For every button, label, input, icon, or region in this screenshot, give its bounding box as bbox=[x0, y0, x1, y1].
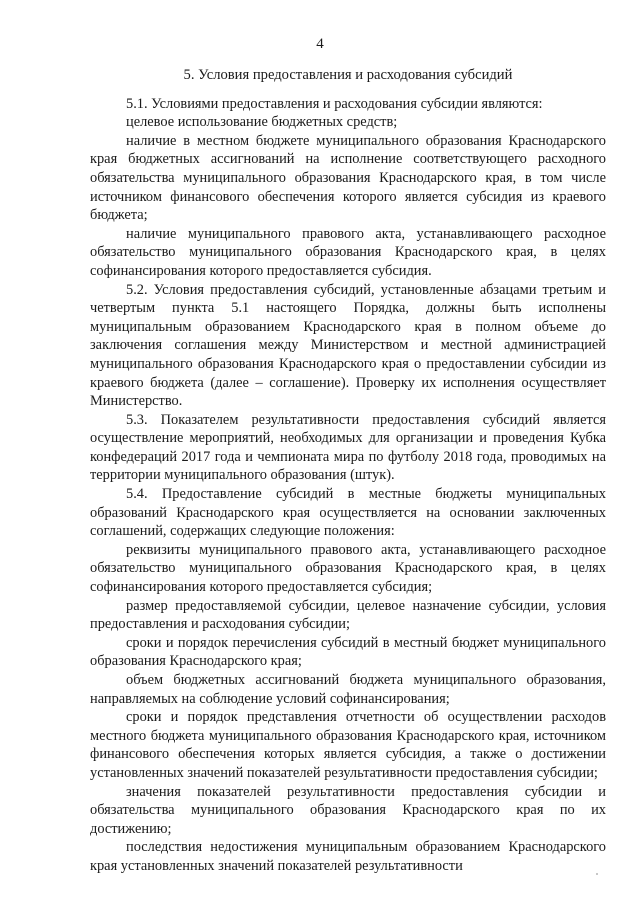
paragraph-5-3: 5.3. Показателем результативности предоставления субсидий является осуществление мероприятий, необходимых для организации и проведения Кубка конфедераций 2017 года и чемпионата мира по футболу 2018 года, проводимых на территории муниципального образования (штук). bbox=[90, 411, 606, 484]
paragraph-subsidy-size: размер предоставляемой субсидии, целевое назначение субсидии, условия предоставления и расходования субсидии; bbox=[90, 597, 606, 633]
scan-speck bbox=[596, 873, 598, 875]
paragraph-consequences: последствия недостижения муниципальным образованием Краснодарского края установленных значений показателей результативности bbox=[90, 839, 606, 874]
paragraph-cofinancing-volume: объем бюджетных ассигнований бюджета муниципального образования, направляемых на соблюдение условий софинансирования; bbox=[90, 672, 606, 707]
section-heading: 5. Условия предоставления и расходования субсидий bbox=[183, 67, 513, 83]
paragraph-5-1: 5.1. Условиями предоставления и расходования субсидии являются: bbox=[126, 95, 543, 112]
paragraph-5-4: 5.4. Предоставление субсидий в местные бюджеты муниципальных образований Краснодарского края осуществляется на основании заключенных соглашений, содержащих следующие положения: bbox=[90, 486, 606, 540]
page-number: 4 bbox=[316, 36, 324, 52]
document-body bbox=[90, 66, 606, 876]
paragraph-indicator-values: значения показателей результативности предоставления субсидии и обязательства муниципального образования Краснодарского края по их достижению; bbox=[90, 783, 606, 837]
paragraph-transfer-terms: сроки и порядок перечисления субсидий в местный бюджет муниципального образования Краснодарского края; bbox=[90, 634, 606, 670]
paragraph-requisites: реквизиты муниципального правового акта, устанавливающего расходное обязательство муниципального образования Краснодарского края, в целях софинансирования которого предоставляется субсидия; bbox=[90, 541, 606, 596]
paragraph-5-2: 5.2. Условия предоставления субсидий, установленные абзацами третьим и четвертым пункта 5.1 настоящего Порядка, должны быть исполнены муниципальным образованием Краснодарского края в полном объеме до заключения соглашения между Министерством и местной администрацией муниципального образования Краснодарского края о предоставлении субсидии из краевого бюджета (далее – соглашение). Проверку их исполнения осуществляет Министерство. bbox=[90, 281, 606, 410]
paragraph-budget-allocations: наличие в местном бюджете муниципального образования Краснодарского края бюджетных ассигнований на исполнение соответствующего расходного обязательства муниципального образования Краснодарского края, в том числе источником финансового обеспечения которого является субсидия из краевого бюджета; bbox=[90, 132, 606, 224]
paragraph-reporting-terms: сроки и порядок представления отчетности об осуществлении расходов местного бюджета муниципального образования Краснодарского края, источником финансового обеспечения которых является субсидия, а также о достижении установленных значений показателей результативности предоставления субсидии; bbox=[90, 709, 606, 781]
paragraph-target-use: целевое использование бюджетных средств; bbox=[126, 114, 398, 131]
paragraph-legal-act: наличие муниципального правового акта, устанавливающего расходное обязательство муниципального образования Краснодарского края, в целях софинансирования которого предоставляется субсидия. bbox=[90, 225, 606, 279]
